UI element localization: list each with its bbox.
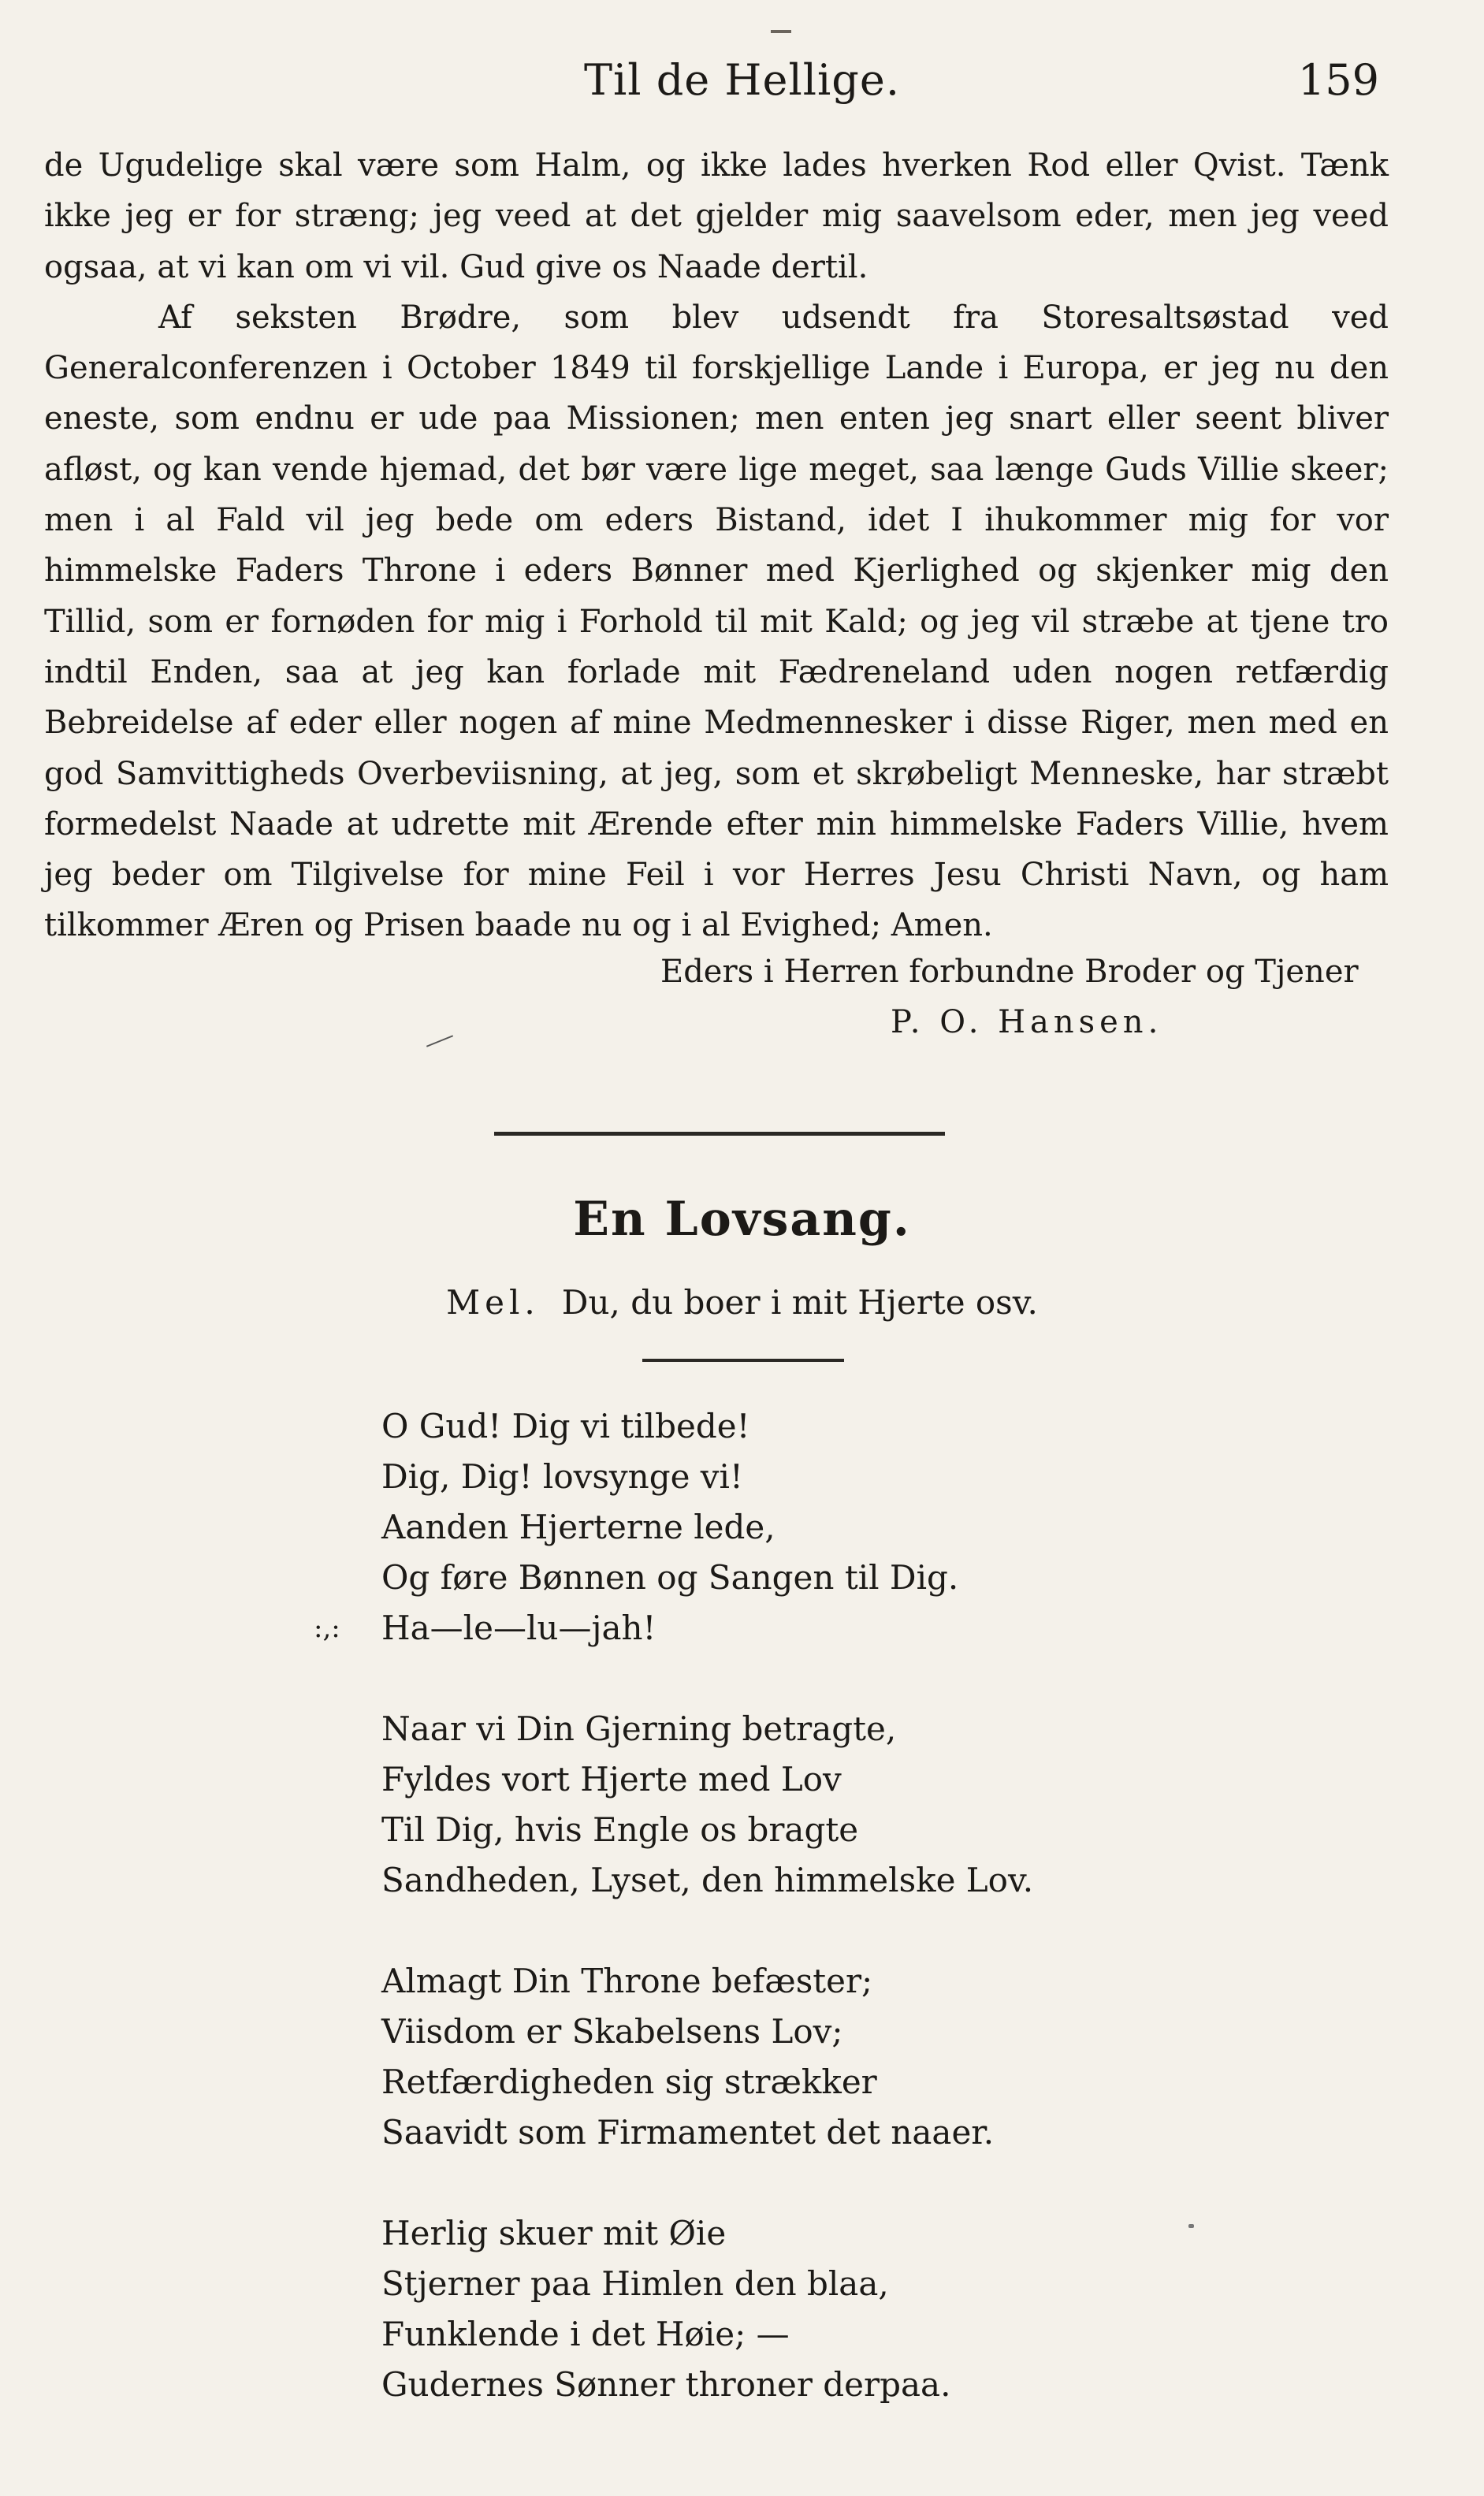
melody-label: Mel.	[446, 1283, 540, 1322]
verse-line: O Gud! Dig vi tilbede!	[381, 1407, 750, 1445]
verse-line: Funklende i det Høie; —	[381, 2315, 790, 2353]
verse-line: Saavidt som Firmamentet det naaer.	[381, 2113, 995, 2152]
hymn-title: En Lovsang.	[573, 1192, 911, 1247]
top-edge-mark	[771, 30, 791, 33]
verse-line: Gudernes Sønner throner derpaa.	[381, 2365, 951, 2404]
stanza	[381, 1956, 1033, 2158]
stanza	[381, 2208, 1033, 2410]
melody-text: Du, du boer i mit Hjerte osv.	[561, 1283, 1038, 1322]
stanza	[381, 1704, 1033, 1906]
repeat-mark: :,:	[314, 1613, 340, 1644]
verse-line: Fyldes vort Hjerte med Lov	[381, 1760, 842, 1799]
signature-block	[0, 944, 1484, 1055]
ink-speck	[1188, 2224, 1194, 2228]
refrain-text: Ha—le—lu—jah!	[381, 1609, 656, 1647]
melody-line	[0, 1283, 1484, 1322]
verse-line: Til Dig, hvis Engle os bragte	[381, 1810, 859, 1849]
verse-line: Retfærdigheden sig strækker	[381, 2063, 877, 2101]
verse-line: Aanden Hjerterne lede,	[381, 1508, 775, 1546]
verse-line: Stjerner paa Himlen den blaa,	[381, 2264, 889, 2303]
verse-line: Og føre Bønnen og Sangen til Dig.	[381, 1558, 959, 1597]
refrain-line	[314, 1603, 1033, 1653]
title-underline-rule	[642, 1359, 844, 1362]
section-divider	[494, 1132, 945, 1136]
verse-line: Almagt Din Throne befæster;	[381, 1962, 873, 2000]
page-number: 159	[1297, 55, 1379, 105]
verse-line: Herlig skuer mit Øie	[381, 2214, 727, 2252]
stanza	[314, 1401, 1033, 1653]
letter-paragraph: de Ugudelige skal være som Halm, og ikke lades hverken Rod eller Qvist. Tænk ikke jeg er for stræng; jeg veed at det gjelder mig saavelsom eder, men jeg veed ogsaa, at vi kan om vi vil. Gud give os Naade dertil.	[44, 147, 1389, 285]
hymn-verses	[314, 1401, 1034, 2461]
letter-body	[44, 140, 1389, 951]
verse-line: Naar vi Din Gjerning betragte,	[381, 1709, 897, 1748]
signature-name: P. O. Hansen.	[891, 1004, 1163, 1040]
verse-line: Viisdom er Skabelsens Lov;	[381, 2012, 843, 2051]
running-title: Til de Hellige.	[584, 55, 900, 105]
closing-line: Eders i Herren forbundne Broder og Tjener	[660, 954, 1359, 990]
verse-line: Dig, Dig! lovsynge vi!	[381, 1457, 743, 1496]
verse-line: Sandheden, Lyset, den himmelske Lov.	[381, 1861, 1034, 1899]
running-head	[0, 49, 1484, 120]
letter-paragraph: Af seksten Brødre, som blev udsendt fra Storesaltsøstad ved Generalconferenzen i October 1849 til forskjellige Lande i Europa, er jeg nu den eneste, som endnu er ude paa Missionen; men enten jeg snart eller seent bliver afløst, og kan vende hjemad, det bør være lige meget, saa længe Guds Villie skeer; men i al Fald vil jeg bede om eders Bistand, idet I ihukommer mig for vor himmelske Faders Throne i eders Bønner med Kjerlighed og skjenker mig den Tillid, som er fornøden for mig i Forhold til mit Kald; og jeg vil stræbe at tjene tro indtil Enden, saa at jeg kan forlade mit Fædreneland uden nogen retfærdig Bebreidelse af eder eller nogen af mine Medmennesker i disse Riger, men med en god Samvittigheds Overbeviisning, at jeg, som et skrøbeligt Menneske, har stræbt formedelst Naade at udrette mit Ærende efter min himmelske Faders Villie, hvem jeg beder om Tilgivelse for mine Feil i vor Herres Jesu Christi Navn, og ham tilkommer Æren og Prisen baade nu og i al Evighed; Amen.	[44, 299, 1389, 944]
